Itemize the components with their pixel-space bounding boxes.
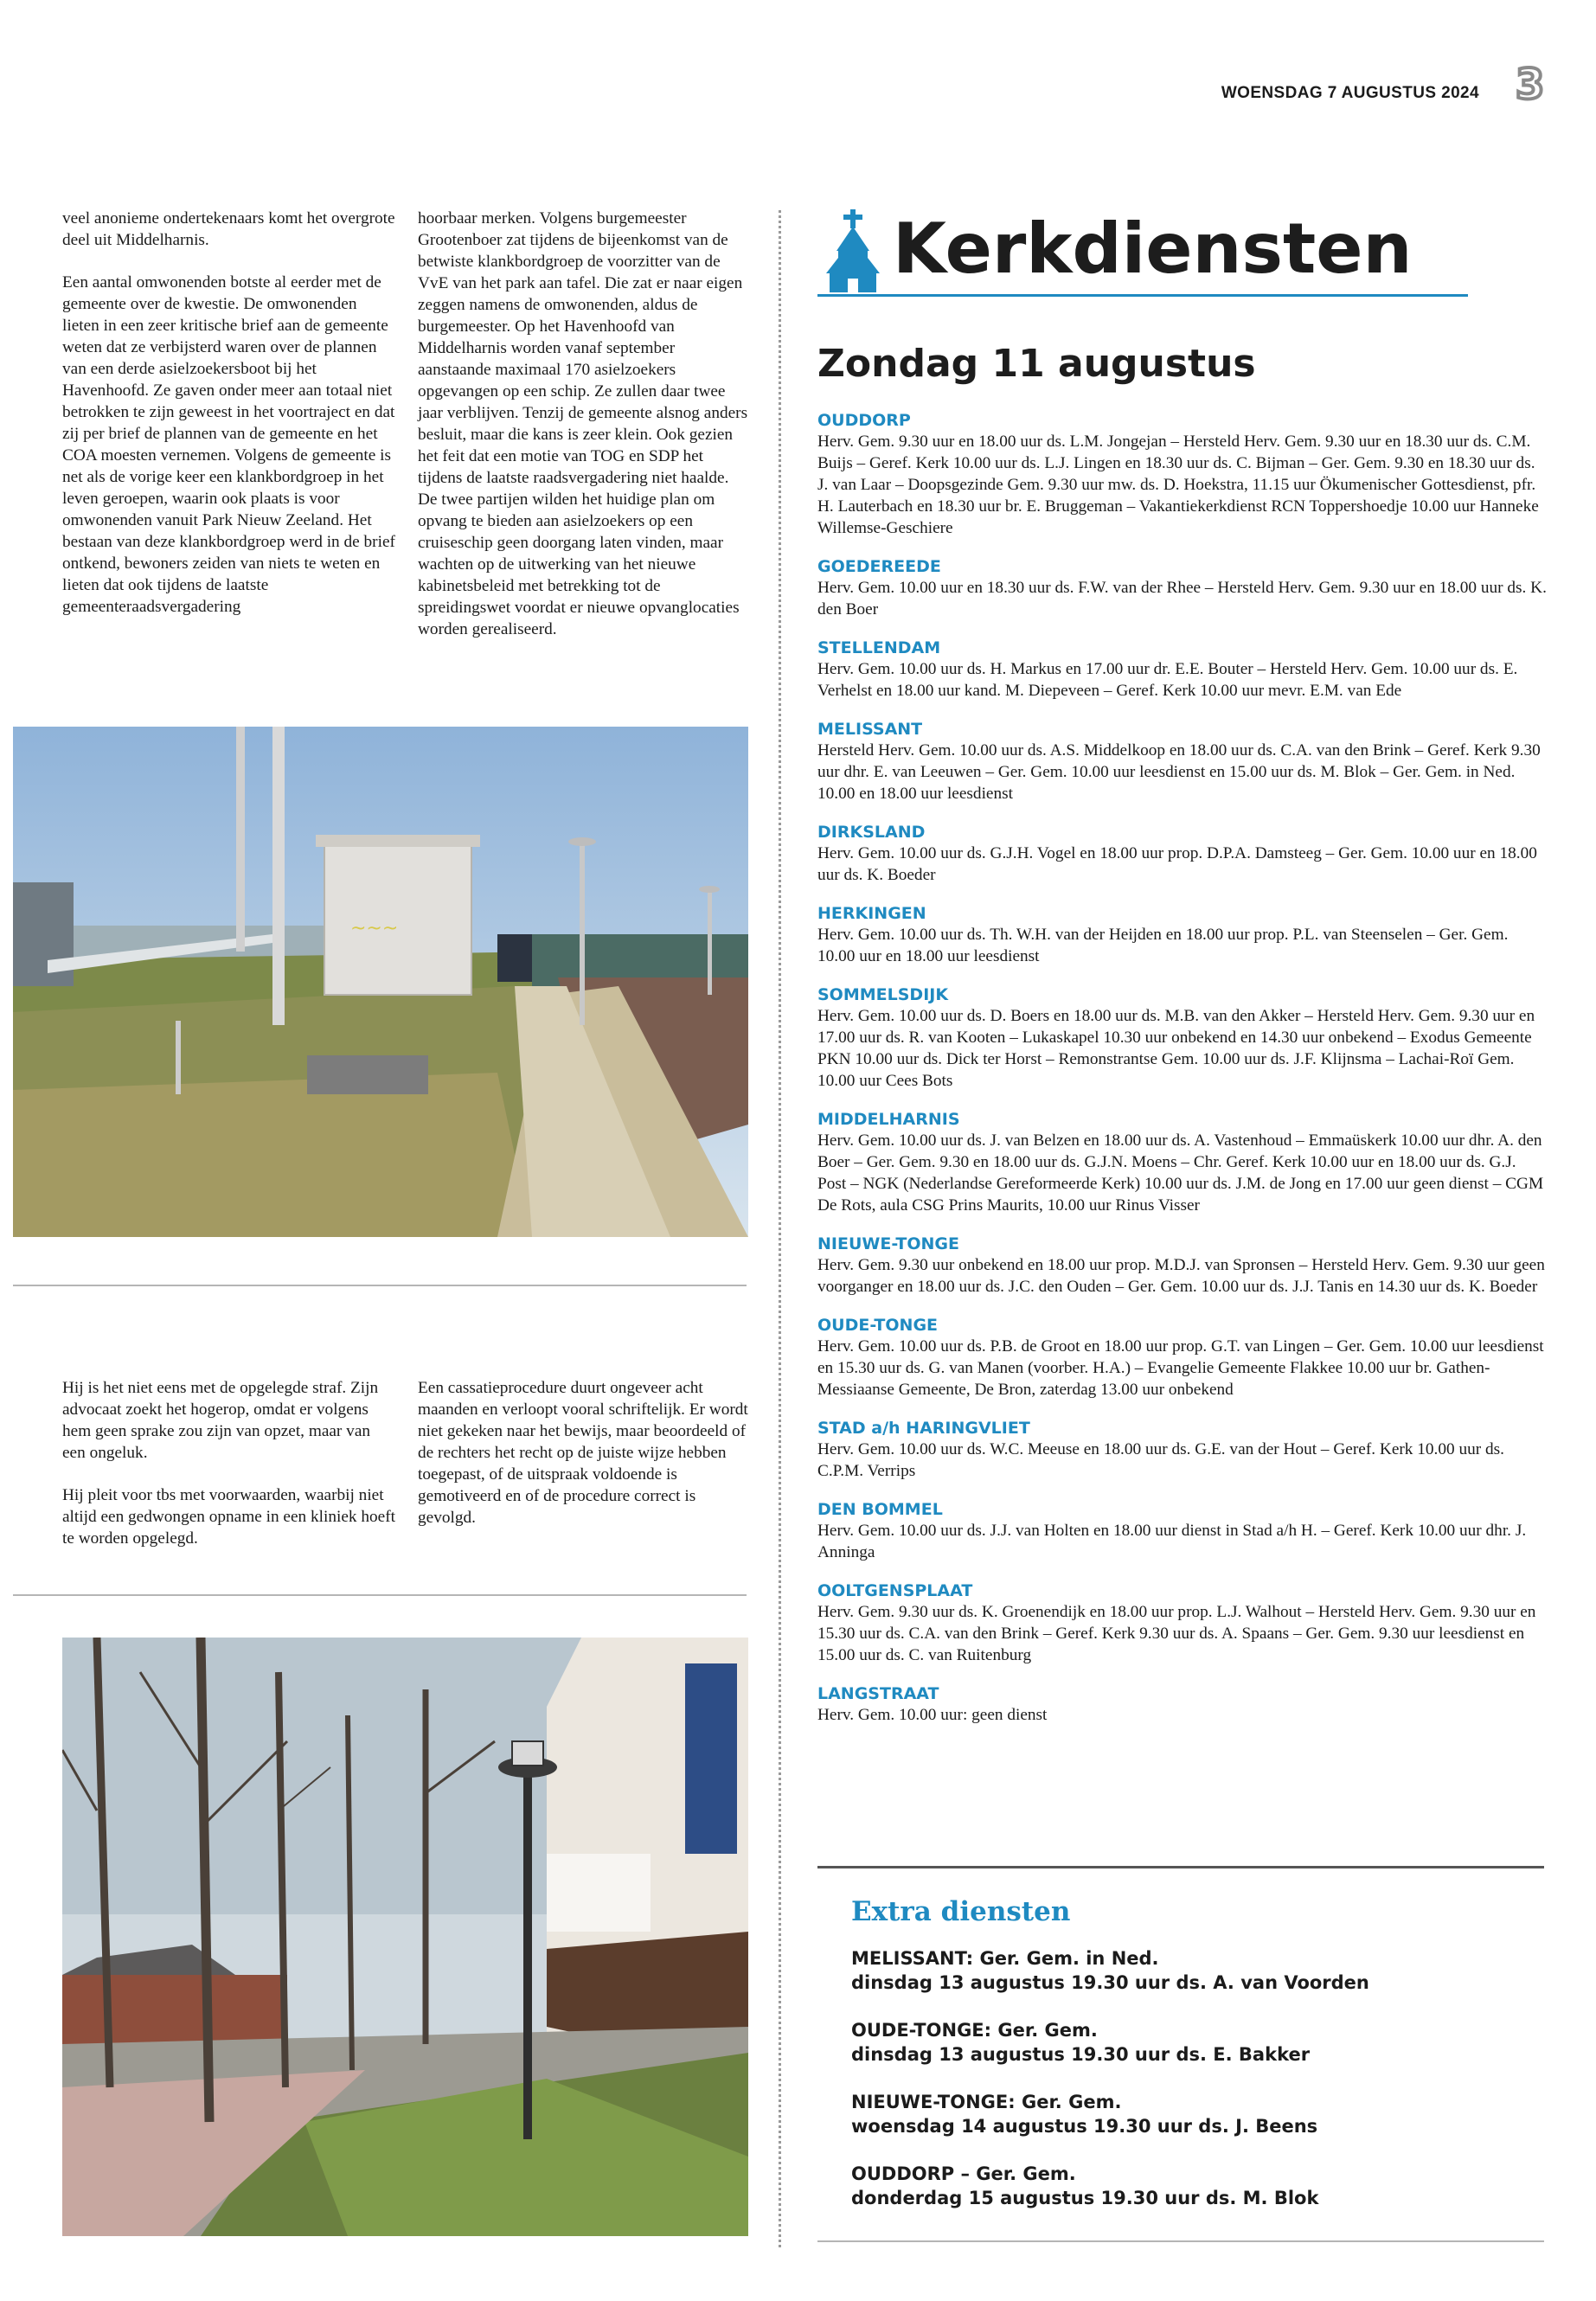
list-item <box>817 1109 1548 1216</box>
list-item <box>817 1418 1548 1482</box>
service-date-heading: Zondag 11 augustus <box>817 342 1256 386</box>
page-date: WOENSDAG 7 AUGUSTUS 2024 <box>1221 84 1479 102</box>
section-divider <box>13 1594 747 1596</box>
place-services: Hersteld Herv. Gem. 10.00 uur ds. A.S. Middelkoop en 18.00 uur ds. C.A. van den Brink – Geref. Kerk 9.30 uur dhr. E. van Leeuwen – Ger. Gem. 10.00 uur leesdienst en 15.00 uur ds. M. Blok – Ger. Gem. in Ned. 10.00 en 18.00 uur leesdienst <box>817 741 1541 803</box>
list-item <box>851 2090 1535 2138</box>
extra-service-location: OUDE-TONGE: Ger. Gem. <box>851 2020 1098 2041</box>
section-divider <box>13 1285 747 1286</box>
list-item <box>817 1315 1548 1400</box>
paragraph: Een aantal omwonenden botste al eerder met de gemeente over de kwestie. De omwonenden lieten in een zeer kritische brief aan de gemeente weten dat ze verbijsterd waren over de plannen van een derde asielzoekersboot bij het Havenhoofd. Ze gaven onder meer aan totaal niet betrokken te zijn geweest in het voortraject en dat zij per brief de plannen van de gemeente en het COA moesten vernemen. Volgens de gemeente is net als de vorige keer een klankbordgroep in het leven geroepen, waarin ook plaats is voor omwonenden vanuit Park Nieuw Zeeland. Het bestaan van deze klankbordgroep werd in de brief ontkend, bewoners zeiden van niets te weten en lieten dat ook tijdens de laatste gemeenteraadsvergadering <box>62 273 395 616</box>
place-name: HERKINGEN <box>817 904 926 923</box>
place-name: NIEUWE-TONGE <box>817 1234 959 1253</box>
place-name: SOMMELSDIJK <box>817 985 949 1004</box>
place-services: Herv. Gem. 9.30 uur onbekend en 18.00 uur prop. M.D.J. van Spronsen – Hersteld Herv. Gem. 9.30 uur geen voorganger en 18.00 uur ds. J.C. den Ouden – Ger. Gem. 10.00 uur ds. J.J. Tanis en 14.30 uur ds. K. Boeder <box>817 1256 1545 1296</box>
place-name: LANGSTRAAT <box>817 1684 939 1703</box>
extra-service-time: donderdag 15 augustus 19.30 uur ds. M. Blok <box>851 2188 1319 2208</box>
list-item <box>817 556 1548 620</box>
paragraph: Hij pleit voor tbs met voorwaarden, waarbij niet altijd een gedwongen opname in een kliniek hoeft te worden opgelegd. <box>62 1486 395 1548</box>
list-item <box>817 638 1548 702</box>
place-name: OUDDORP <box>817 411 911 430</box>
place-services: Herv. Gem. 10.00 uur ds. W.C. Meeuse en 18.00 uur ds. G.E. van der Hout – Geref. Kerk 10.00 uur ds. C.P.M. Verrips <box>817 1440 1504 1480</box>
place-services: Herv. Gem. 10.00 uur ds. J.J. van Holten en 18.00 uur dienst in Stad a/h H. – Geref. Kerk 10.00 uur dhr. J. Anninga <box>817 1522 1527 1561</box>
extra-service-location: MELISSANT: Ger. Gem. in Ned. <box>851 1948 1159 1969</box>
extra-service-location: NIEUWE-TONGE: Ger. Gem. <box>851 2092 1122 2112</box>
list-item <box>817 1580 1548 1666</box>
place-name: MIDDELHARNIS <box>817 1110 960 1129</box>
place-name: DEN BOMMEL <box>817 1500 943 1519</box>
list-item <box>817 903 1548 967</box>
place-services: Herv. Gem. 10.00 uur ds. P.B. de Groot en 18.00 uur prop. G.T. van Lingen – Ger. Gem. 10.00 uur leesdienst en 15.30 uur ds. G. van Manen (voorber. H.A.) – Evangelie Gemeente Flakkee 10.00 uur br. Gathen- Messiaanse Gemeente, De Bron, zaterdag 13.00 uur onbekend <box>817 1337 1544 1399</box>
paragraph: veel anonieme ondertekenaars komt het overgrote deel uit Middelharnis. <box>62 209 395 249</box>
paragraph: hoorbaar merken. Volgens burgemeester Grootenboer zat tijdens de bijeenkomst van de betwiste klankbordgroep de voorzitter van de VvE van het park aan tafel. Die zat er naar eigen zeggen namens de omwonenden, aldus de burgemeester. Op het Havenhoofd van Middelharnis worden vanaf september aanstaande maximaal 170 asielzoekers opgevangen op een schip. Ze zullen daar twee jaar verblijven. Tenzij de gemeente alsnog anders besluit, maar die kans is zeer klein. Ook gezien het feit dat een motie van TOG en SDP het tijdens de laatste raadsvergadering niet haalde. De twee partijen wilden het huidige plan om opvang te bieden aan asielzoekers op een cruiseschip geen doorgang laten vinden, maar wachten op de uitwerking van het nieuwe kabinetsbeleid met betrekking tot de spreidingswet voordat er nieuwe opvanglocaties worden gerealiseerd. <box>418 209 748 638</box>
place-services: Herv. Gem. 10.00 uur en 18.30 uur ds. F.W. van der Rhee – Hersteld Herv. Gem. 9.30 uur en 18.00 uur ds. K. den Boer <box>817 579 1547 619</box>
place-services: Herv. Gem. 10.00 uur ds. D. Boers en 18.00 uur ds. M.B. van den Akker – Hersteld Herv. Gem. 9.30 uur en 17.00 uur ds. R. van Kooten – Lukaskapel 10.30 uur onbekend en 14.30 uur onbekend – Exodus Gemeente PKN 10.00 uur ds. Dick ter Horst – Remonstrantse Gem. 10.00 uur ds. J.F. Klijnsma – Lachai-Roï Gem. 10.00 uur Cees Bots <box>817 1007 1535 1090</box>
list-item <box>817 1683 1548 1726</box>
place-services: Herv. Gem. 10.00 uur ds. H. Markus en 17.00 uur dr. E.E. Bouter – Hersteld Herv. Gem. 10.00 uur ds. E. Verhelst en 18.00 uur kand. M. Diepeveen – Geref. Kerk 10.00 uur mevr. E.M. van Ede <box>817 660 1518 700</box>
list-item <box>817 1499 1548 1563</box>
place-services: Herv. Gem. 10.00 uur ds. J. van Belzen en 18.00 uur ds. A. Vastenhoud – Emmaüskerk 10.00 uur dhr. A. den Boer – Ger. Gem. 9.30 en 18.00 uur ds. G.J.N. Moens – Chr. Geref. Kerk 10.00 uur en 18.00 uur ds. G.J. Post – NGK (Nederlandse Gereformeerde Kerk) 10.00 uur ds. J.M. de Jong en 17.00 uur geen dienst – CGM De Rots, aula CSG Prins Maurits, 10.00 uur Rinus Visser <box>817 1131 1544 1215</box>
street-photo-image <box>62 1638 748 2236</box>
list-item <box>817 410 1548 539</box>
place-name: DIRKSLAND <box>817 823 926 842</box>
svg-text:~~~: ~~~ <box>350 918 399 939</box>
place-name: OOLTGENSPLAAT <box>817 1581 973 1600</box>
place-services: Herv. Gem. 10.00 uur ds. G.J.H. Vogel en 18.00 uur prop. D.P.A. Damsteeg – Ger. Gem. 10.00 uur en 18.00 uur ds. K. Boeder <box>817 844 1537 884</box>
place-services: Herv. Gem. 9.30 uur en 18.00 uur ds. L.M. Jongejan – Hersteld Herv. Gem. 9.30 uur en 18.30 uur ds. C.M. Buijs – Geref. Kerk 10.00 uur ds. L.J. Lingen en 18.30 uur ds. C. Bijman – Ger. Gem. 9.30 en 18.30 uur ds. J. van Laar – Doopsgezinde Gem. 9.30 uur mw. ds. D. Hoekstra, 11.15 uur Ökumenischer Gottesdienst, pfr. H. Lauterbach en 18.30 uur br. E. Bruggeman – Vakantiekerkdienst RCN Toppershoedje 10.00 uur Hanneke Willemse-Geschiere <box>817 433 1539 537</box>
title-underline <box>817 294 1468 297</box>
column-divider <box>779 210 781 2247</box>
place-name: STAD a/h HARINGVLIET <box>817 1419 1030 1438</box>
list-item <box>817 1234 1548 1298</box>
harbor-photo-image <box>13 727 748 1237</box>
extra-service-time: woensdag 14 augustus 19.30 uur ds. J. Beens <box>851 2116 1318 2137</box>
service-list <box>817 410 1548 1743</box>
extra-services-bottom-rule <box>817 2240 1544 2242</box>
place-name: STELLENDAM <box>817 638 941 657</box>
paragraph: Hij is het niet eens met de opgelegde straf. Zijn advocaat zoekt het hogerop, omdat er volgens hem geen sprake zou zijn van opzet, maar van een ongeluk. <box>62 1379 379 1462</box>
page-number: 3 <box>1516 61 1545 109</box>
place-services: Herv. Gem. 9.30 uur ds. K. Groenendijk en 18.00 uur prop. L.J. Walhout – Hersteld Herv. Gem. 9.30 uur en 15.30 uur ds. C.A. van den Brink – Geref. Kerk 9.30 uur ds. A. Spaans – Ger. Gem. 9.30 uur leesdienst en 15.00 uur ds. C. van Ruitenburg <box>817 1603 1536 1664</box>
place-services: Herv. Gem. 10.00 uur ds. Th. W.H. van der Heijden en 18.00 uur prop. P.L. van Steenselen – Ger. Gem. 10.00 uur en 18.00 uur leesdienst <box>817 926 1509 965</box>
extra-services-title: Extra diensten <box>851 1896 1071 1927</box>
harbor-photo <box>13 727 748 1237</box>
article-top-col1 <box>62 208 395 638</box>
extra-services-list <box>851 1946 1535 2234</box>
paragraph: Een cassatieprocedure duurt ongeveer acht maanden en verloopt vooral schriftelijk. Er wordt niet gekeken naar het bewijs, maar beoordeeld of de rechters het recht op de juiste wijze hebben toegepast, of de uitspraak voldoende is gemotiveerd en of de procedure correct is gevolgd. <box>418 1379 748 1527</box>
street-photo <box>62 1638 748 2236</box>
list-item <box>851 2018 1535 2067</box>
article-top-col2 <box>418 208 751 661</box>
extra-services-top-rule <box>817 1866 1544 1868</box>
church-icon <box>826 209 880 292</box>
list-item <box>851 2162 1535 2210</box>
place-name: GOEDEREEDE <box>817 557 941 576</box>
extra-service-location: OUDDORP – Ger. Gem. <box>851 2163 1076 2184</box>
article-mid-col1 <box>62 1377 395 1570</box>
church-icon-svg <box>826 209 880 292</box>
list-item <box>817 984 1548 1092</box>
list-item <box>817 822 1548 886</box>
extra-service-time: dinsdag 13 augustus 19.30 uur ds. A. van Voorden <box>851 1972 1369 1993</box>
article-mid-col2 <box>418 1377 751 1549</box>
place-name: MELISSANT <box>817 720 923 739</box>
place-services: Herv. Gem. 10.00 uur: geen dienst <box>817 1706 1048 1724</box>
list-item <box>817 719 1548 804</box>
place-name: OUDE-TONGE <box>817 1316 939 1335</box>
extra-service-time: dinsdag 13 augustus 19.30 uur ds. E. Bakker <box>851 2044 1311 2065</box>
list-item <box>851 1946 1535 1995</box>
section-title: Kerkdiensten <box>893 208 1413 289</box>
